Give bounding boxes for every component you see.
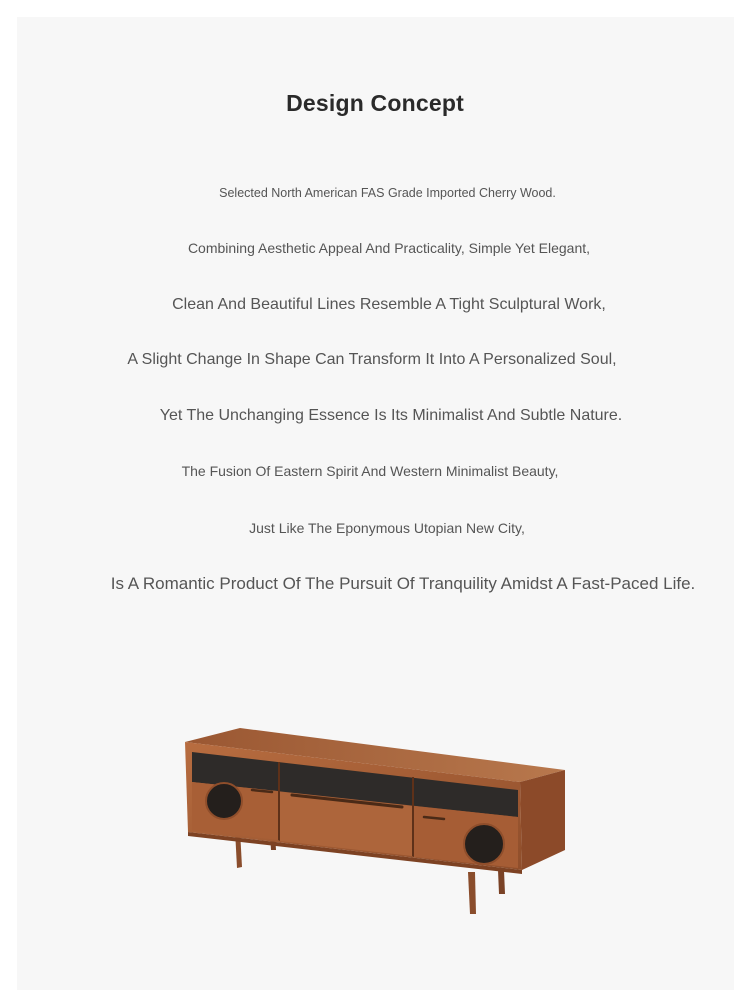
section-title: Design Concept [286,90,464,116]
concept-line-6: The Fusion Of Eastern Spirit And Western Minimalist Beauty, [181,463,559,479]
concept-line-1: Selected North American FAS Grade Imported Cherry Wood. [219,186,556,200]
concept-line-4: A Slight Change In Shape Can Transform It Into A Personalized Soul, [127,351,617,368]
concept-line-5: Yet The Unchanging Essence Is Its Minimalist And Subtle Nature. [159,407,623,424]
concept-line-2: Combining Aesthetic Appeal And Practicality, Simple Yet Elegant, [187,240,591,256]
concept-line-8: Is A Romantic Product Of The Pursuit Of Tranquility Amidst A Fast-Paced Life. [110,574,696,593]
concept-line-7: Just Like The Eponymous Utopian New City, [249,520,525,536]
tv-cabinet-image [180,722,575,922]
concept-line-3: Clean And Beautiful Lines Resemble A Tight Sculptural Work, [172,296,606,313]
